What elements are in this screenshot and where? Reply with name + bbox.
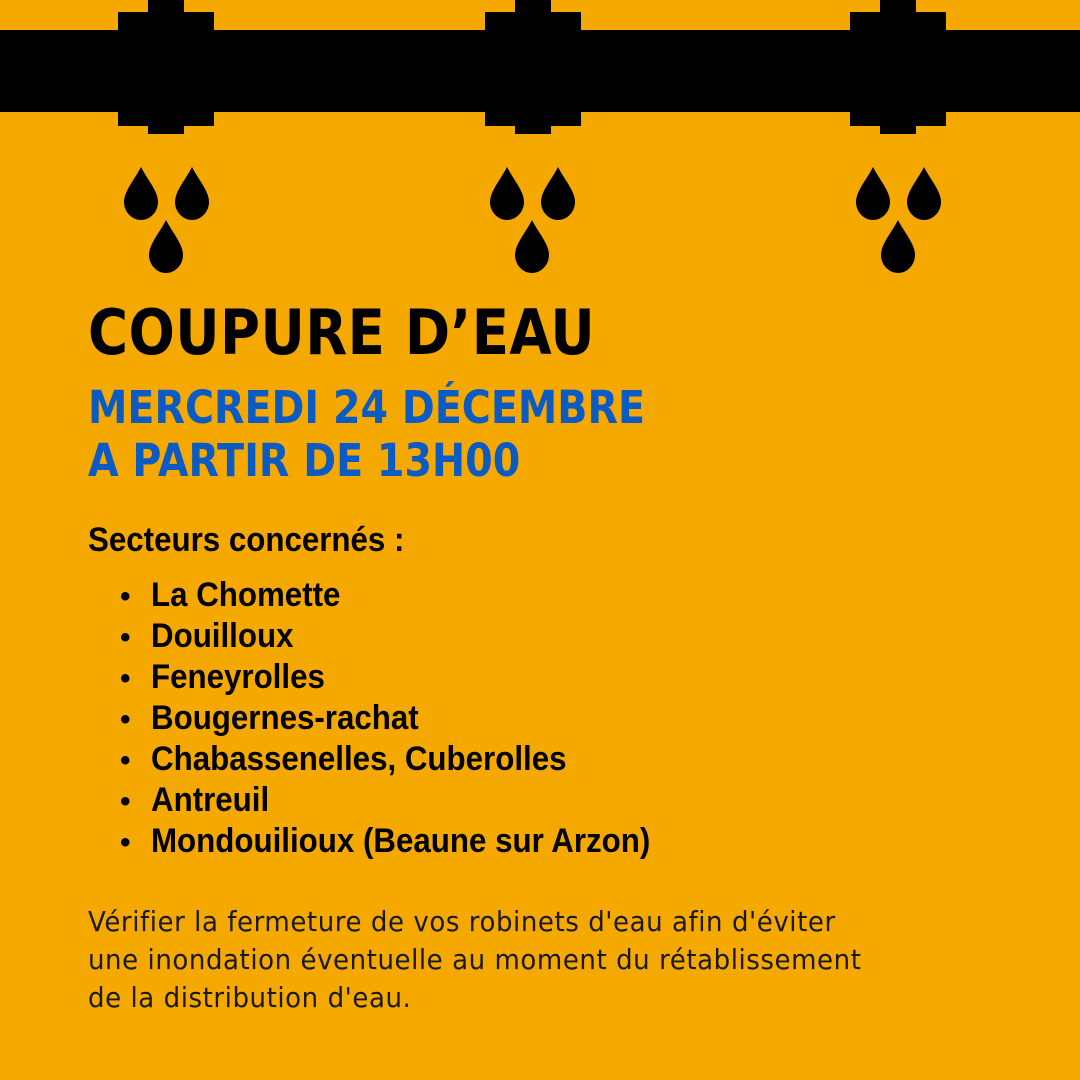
bullet-icon: • xyxy=(120,580,131,613)
water-drop-icon xyxy=(149,220,183,273)
list-item: • Chabassenelles, Cuberolles xyxy=(120,739,694,780)
water-drop-icon xyxy=(907,167,941,220)
water-drop-icon xyxy=(856,167,890,220)
sectors-heading: Secteurs concernés : xyxy=(88,521,405,559)
water-drop-icon xyxy=(515,220,549,273)
list-item: • Antreuil xyxy=(120,780,694,821)
list-item: • Bougernes-rachat xyxy=(120,698,694,739)
bullet-icon: • xyxy=(120,785,131,818)
notice-text xyxy=(88,903,988,1017)
pipe-joint xyxy=(485,0,581,134)
list-item: • Feneyrolles xyxy=(120,657,694,698)
water-drop-icon xyxy=(541,167,575,220)
list-item: • Douilloux xyxy=(120,616,694,657)
water-drop-icon xyxy=(124,167,158,220)
bullet-icon: • xyxy=(120,621,131,654)
sectors-list xyxy=(120,575,694,862)
pipe-joint xyxy=(850,0,946,134)
bullet-icon: • xyxy=(120,703,131,736)
list-item: • Mondouilioux (Beaune sur Arzon) xyxy=(120,821,694,862)
notice-line: Vérifier la fermeture de vos robinets d'eau afin d'éviter xyxy=(88,905,836,938)
bullet-icon: • xyxy=(120,662,131,695)
water-drop-icon xyxy=(881,220,915,273)
water-pipe-illustration xyxy=(0,0,1080,290)
date-line: MERCREDI 24 DÉCEMBRE xyxy=(88,381,646,434)
time-line: A PARTIR DE 13H00 xyxy=(88,434,521,487)
pipe-joint xyxy=(118,0,214,134)
water-drop-icon xyxy=(175,167,209,220)
bullet-icon: • xyxy=(120,744,131,777)
list-item: • La Chomette xyxy=(120,575,694,616)
notice-line: une inondation éventuelle au moment du rétablissement xyxy=(88,943,862,976)
bullet-icon: • xyxy=(120,826,131,859)
notice-line: de la distribution d'eau. xyxy=(88,981,412,1014)
water-drop-icon xyxy=(490,167,524,220)
page-title: COUPURE D’EAU xyxy=(88,296,596,369)
